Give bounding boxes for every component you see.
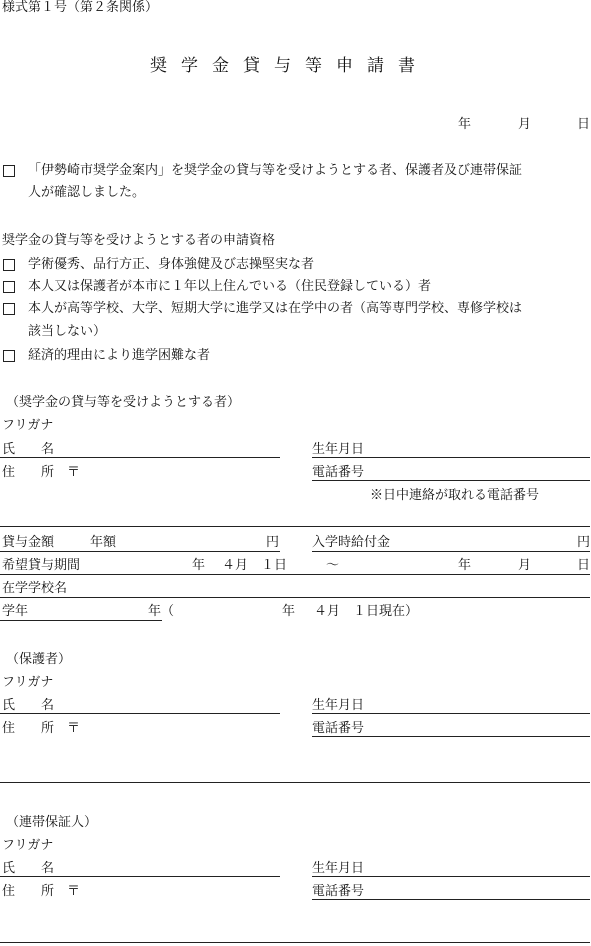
qualification-item-4: 経済的理由により進学困難な者	[28, 348, 211, 363]
applicant-address-line[interactable]	[0, 526, 590, 527]
qualification-checkbox-2[interactable]	[3, 281, 15, 293]
applicant-birth-line[interactable]	[312, 457, 590, 458]
qualification-item-3-line1: 本人が高等学校、大学、短期大学に進学又は在学中の者（高等専門学校、専修学校は	[28, 301, 523, 316]
qualification-item-2: 本人又は保護者が本市に１年以上住んでいる（住民登録している）者	[28, 279, 432, 294]
guardian-phone-label: 電話番号	[312, 721, 365, 736]
loan-period-end-year: 年	[458, 558, 472, 573]
confirmation-text-line2: 人が確認しました。	[28, 185, 146, 200]
guardian-name-line[interactable]	[0, 713, 280, 714]
guardian-furigana-label: フリガナ	[2, 675, 54, 690]
guardian-address-line[interactable]	[0, 782, 590, 783]
applicant-furigana-label: フリガナ	[2, 418, 54, 433]
qualifications-heading: 奨学金の貸与等を受けようとする者の申請資格	[2, 233, 276, 248]
guarantor-address-line[interactable]	[0, 942, 590, 943]
guarantor-phone-label: 電話番号	[312, 884, 365, 899]
loan-annual-label: 年額	[90, 535, 117, 550]
confirmation-checkbox[interactable]	[3, 165, 15, 177]
guardian-section-label: （保護者）	[6, 652, 72, 667]
qualification-item-1: 学術優秀、品行方正、身体強健及び志操堅実な者	[28, 257, 315, 272]
date-day-label: 日	[577, 117, 591, 132]
date-year-label: 年	[458, 117, 472, 132]
applicant-name-label: 氏 名	[2, 442, 55, 457]
applicant-name-line[interactable]	[0, 457, 280, 458]
loan-period-label: 希望貸与期間	[2, 558, 81, 573]
guardian-name-label: 氏 名	[2, 698, 55, 713]
loan-period-start-date: ４月 １日	[222, 558, 288, 573]
guardian-birth-label: 生年月日	[312, 698, 365, 713]
loan-yen-label-1: 円	[266, 535, 280, 550]
loan-period-line[interactable]	[0, 574, 590, 575]
loan-period-end-day: 日	[577, 558, 591, 573]
guardian-birth-line[interactable]	[312, 713, 590, 714]
loan-amount-label: 貸与金額	[2, 535, 55, 550]
applicant-birth-label: 生年月日	[312, 442, 365, 457]
guardian-address-label: 住 所 〒	[2, 721, 81, 736]
loan-yen-label-2: 円	[577, 535, 591, 550]
guarantor-address-label: 住 所 〒	[2, 884, 81, 899]
qualification-checkbox-3[interactable]	[3, 303, 15, 315]
grade-line[interactable]	[0, 620, 162, 621]
guardian-phone-line[interactable]	[312, 736, 590, 737]
loan-amount-line[interactable]	[0, 551, 280, 552]
confirmation-text-line1: 「伊勢崎市奨学金案内」を奨学金の貸与等を受けようとする者、保護者及び連帯保証	[28, 163, 523, 178]
guarantor-section-label: （連帯保証人）	[6, 815, 98, 830]
loan-period-start-year: 年	[192, 558, 206, 573]
guarantor-name-line[interactable]	[0, 876, 280, 877]
guarantor-phone-line[interactable]	[312, 899, 590, 900]
school-name-line[interactable]	[0, 597, 590, 598]
guarantor-birth-label: 生年月日	[312, 861, 365, 876]
entrance-grant-line[interactable]	[312, 551, 590, 552]
entrance-grant-label: 入学時給付金	[312, 535, 391, 550]
form-number: 様式第１号（第２条関係）	[2, 0, 159, 15]
qualification-checkbox-4[interactable]	[3, 350, 15, 362]
loan-period-end-month: 月	[518, 558, 532, 573]
qualification-checkbox-1[interactable]	[3, 259, 15, 271]
loan-period-tilde: ～	[326, 558, 340, 573]
grade-date-label: ４月 １日現在）	[314, 604, 419, 619]
guarantor-birth-line[interactable]	[312, 876, 590, 877]
qualification-item-3-line2: 該当しない）	[28, 324, 107, 339]
grade-year-label: 年	[282, 604, 296, 619]
guarantor-furigana-label: フリガナ	[2, 838, 54, 853]
page-title: 奨学金貸与等申請書	[150, 56, 429, 76]
applicant-phone-note: ※日中連絡が取れる電話番号	[370, 488, 540, 503]
grade-label: 学年	[2, 604, 29, 619]
school-name-label: 在学学校名	[2, 581, 68, 596]
grade-nen-label: 年（	[148, 604, 175, 619]
applicant-address-label: 住 所 〒	[2, 465, 81, 480]
applicant-phone-line[interactable]	[312, 480, 590, 481]
date-month-label: 月	[518, 117, 532, 132]
applicant-section-label: （奨学金の貸与等を受けようとする者）	[6, 395, 241, 410]
applicant-phone-label: 電話番号	[312, 465, 365, 480]
guarantor-name-label: 氏 名	[2, 861, 55, 876]
